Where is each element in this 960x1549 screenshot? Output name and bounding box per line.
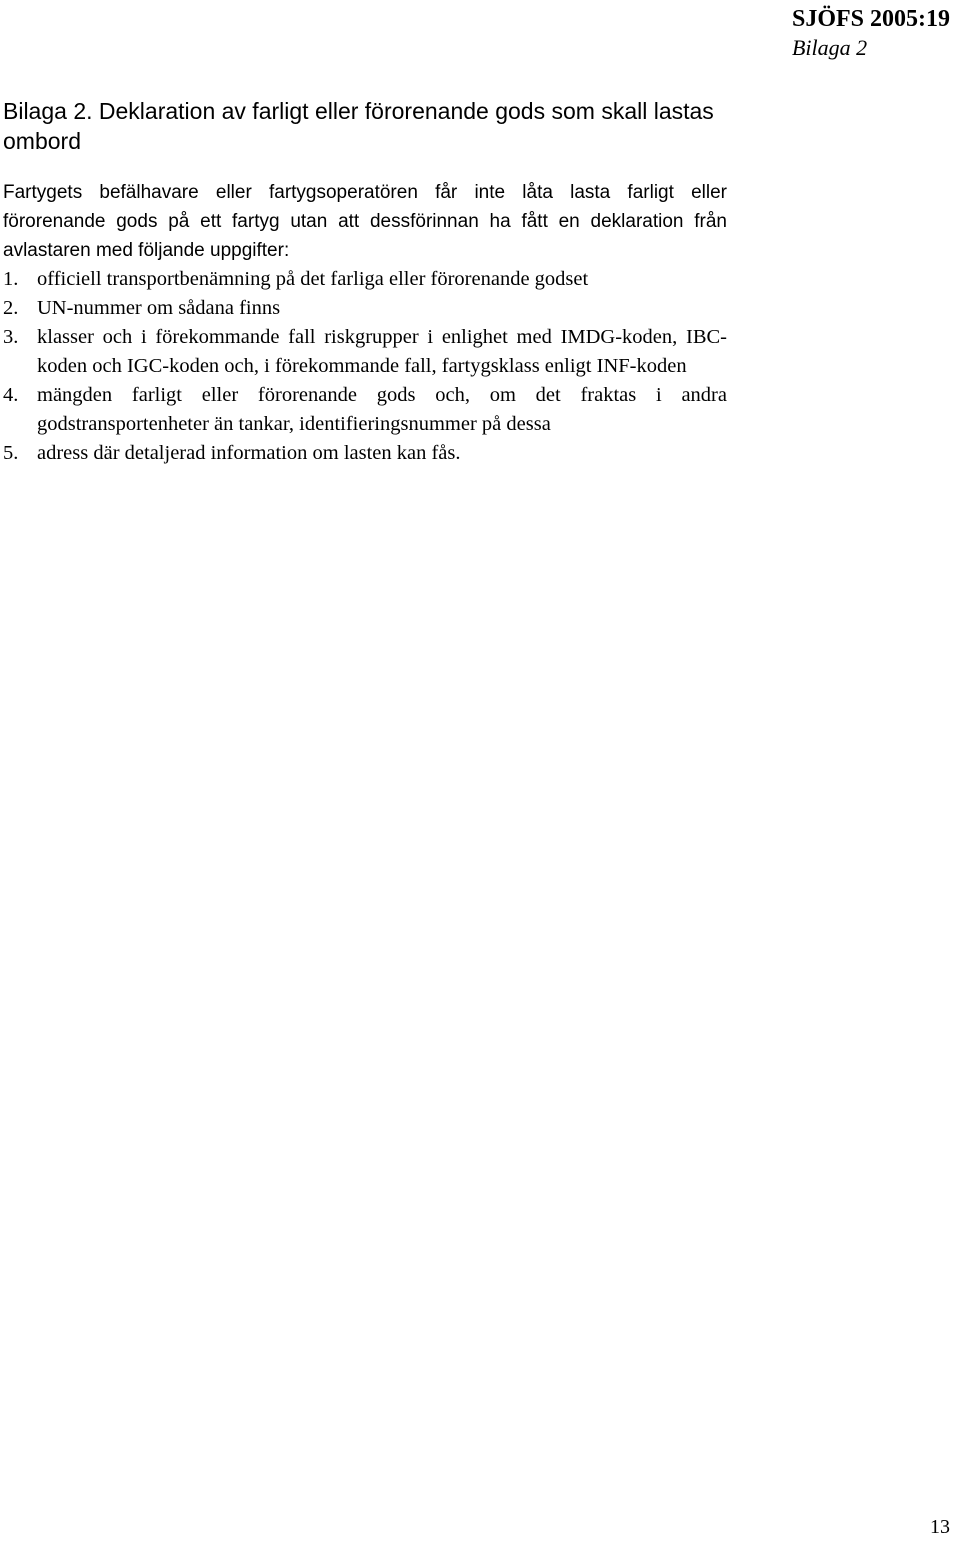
- list-item: [3, 294, 727, 323]
- document-body: [3, 96, 727, 468]
- requirements-list: [3, 265, 727, 468]
- list-item-number: 2.: [3, 297, 19, 319]
- list-item: [3, 439, 727, 468]
- list-item-number: 1.: [3, 268, 19, 290]
- list-item-text: UN-nummer om sådana finns: [37, 297, 281, 319]
- intro-paragraph: Fartygets befälhavare eller fartygsoperatören får inte låta lasta farligt eller förorenande gods på ett fartyg utan att dessförinnan ha fått en deklaration från avlastaren med följande uppgifter:: [3, 182, 727, 261]
- list-item-number: 3.: [3, 326, 19, 348]
- list-item-text: officiell transportbenämning på det farliga eller förorenande godset: [37, 268, 589, 290]
- page-number: 13: [930, 1516, 950, 1538]
- list-item-number: 5.: [3, 442, 19, 464]
- regulation-code: SJÖFS 2005:19: [791, 6, 950, 32]
- page-header: [792, 4, 950, 62]
- list-item-text: klasser och i förekommande fall riskgrupper i enlighet med IMDG-koden, IBC-koden och IGC-koden och, i förekommande fall, fartygsklass enligt INF-koden: [37, 326, 727, 377]
- list-item-number: 4.: [3, 384, 19, 406]
- list-item-text: adress där detaljerad information om lasten kan fås.: [37, 442, 461, 464]
- annex-label: Bilaga 2: [791, 35, 868, 60]
- document-title: Bilaga 2. Deklaration av farligt eller förorenande gods som skall lastas ombord: [3, 98, 714, 154]
- list-item: [3, 381, 727, 439]
- list-item-text: mängden farligt eller förorenande gods och, om det fraktas i andra godstransportenheter än tankar, identifieringsnummer på dessa: [37, 384, 727, 435]
- list-item: [3, 323, 727, 381]
- list-item: [3, 265, 727, 294]
